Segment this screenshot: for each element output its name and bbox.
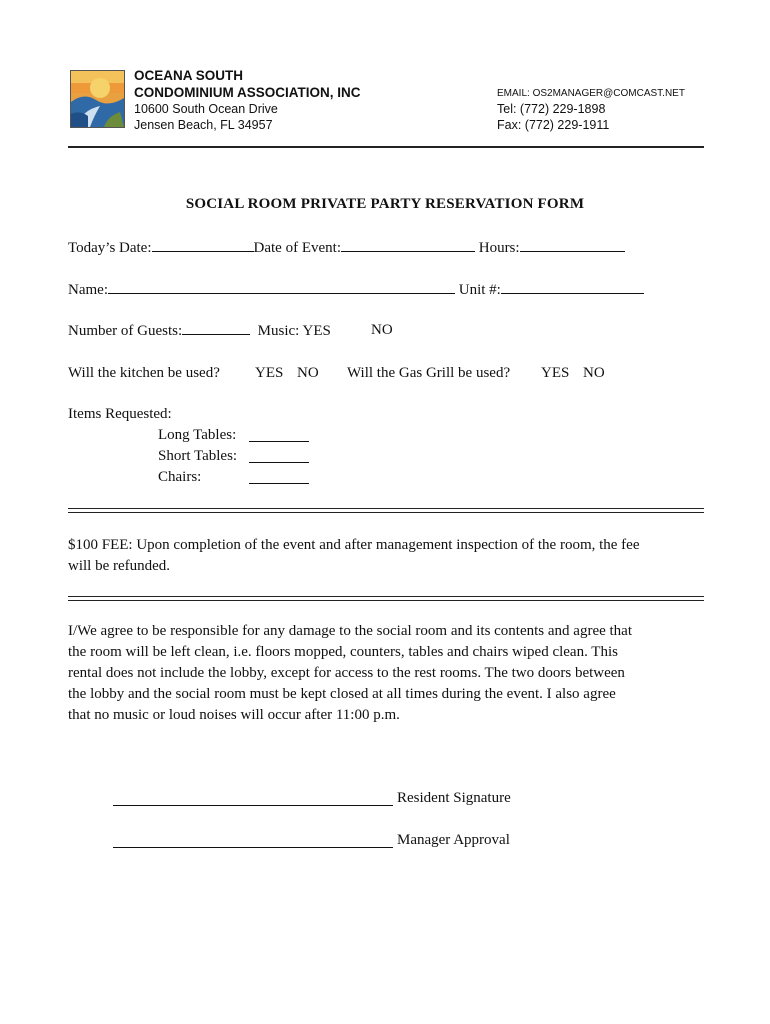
kitchen-yes-option[interactable]: YES [255,365,284,381]
header-divider [68,146,704,148]
hours-label: Hours: [478,240,520,256]
email-text: EMAIL: OS2MANAGER@COMCAST.NET [497,88,685,99]
fax-text: Fax: (772) 229-1911 [497,118,610,132]
agreement-line: rental does not include the lobby, except for access to the rest rooms. The two doors between [68,665,625,681]
section-divider-1 [68,508,704,513]
date-row [68,237,625,258]
guests-field[interactable] [182,320,250,335]
tel-text: Tel: (772) 229-1898 [497,102,606,116]
guests-label: Number of Guests: [68,323,183,339]
manager-approval-label: Manager Approval [397,832,510,848]
agreement-paragraph [68,621,708,726]
manager-approval-field[interactable] [113,847,393,848]
short-tables-label: Short Tables: [158,448,238,464]
name-label: Name: [68,282,108,298]
section-divider-2 [68,596,704,601]
music-no-option[interactable]: NO [371,322,393,338]
todays-date-field[interactable] [152,237,254,252]
form-title: SOCIAL ROOM PRIVATE PARTY RESERVATION FORM [185,196,585,212]
resident-signature-field[interactable] [113,805,393,806]
agreement-line: the room will be left clean, i.e. floors mopped, counters, tables and chairs wiped clean. This [68,644,618,660]
grill-yes-option[interactable]: YES [541,365,570,381]
long-tables-label: Long Tables: [158,427,237,443]
short-tables-field[interactable] [249,448,309,463]
grill-question: Will the Gas Grill be used? [347,365,511,381]
todays-date-label: Today’s Date: [68,240,152,256]
items-requested-label: Items Requested: [68,406,172,422]
fee-paragraph [68,535,708,577]
agreement-line: that no music or loud noises will occur after 11:00 p.m. [68,707,400,723]
agreement-line: the lobby and the social room must be kept closed at all times during the event. I also agree [68,686,616,702]
agreement-line: I/We agree to be responsible for any damage to the social room and its contents and agree that [68,623,633,639]
chairs-field[interactable] [249,469,309,484]
address-line2: Jensen Beach, FL 34957 [134,118,273,132]
name-row [68,279,644,300]
kitchen-no-option[interactable]: NO [297,365,319,381]
hours-field[interactable] [520,237,625,252]
chairs-label: Chairs: [158,469,202,485]
org-name-line2: CONDOMINIUM ASSOCIATION, INC [134,85,361,100]
fee-line2: will be refunded. [68,558,171,574]
unit-label: Unit #: [458,282,501,298]
org-name-line1: OCEANA SOUTH [134,68,244,83]
date-of-event-field[interactable] [341,237,475,252]
sunset-wave-logo-icon [70,70,125,128]
resident-signature-label: Resident Signature [397,790,511,806]
unit-field[interactable] [501,279,644,294]
guests-row [68,320,331,341]
kitchen-question: Will the kitchen be used? [68,365,220,381]
music-label: Music: YES [257,323,331,339]
fee-line1: $100 FEE: Upon completion of the event and after management inspection of the room, the fee [68,537,640,553]
date-of-event-label: Date of Event: [253,240,341,256]
address-line1: 10600 South Ocean Drive [134,102,278,116]
name-field[interactable] [108,279,455,294]
long-tables-field[interactable] [249,427,309,442]
grill-no-option[interactable]: NO [583,365,605,381]
